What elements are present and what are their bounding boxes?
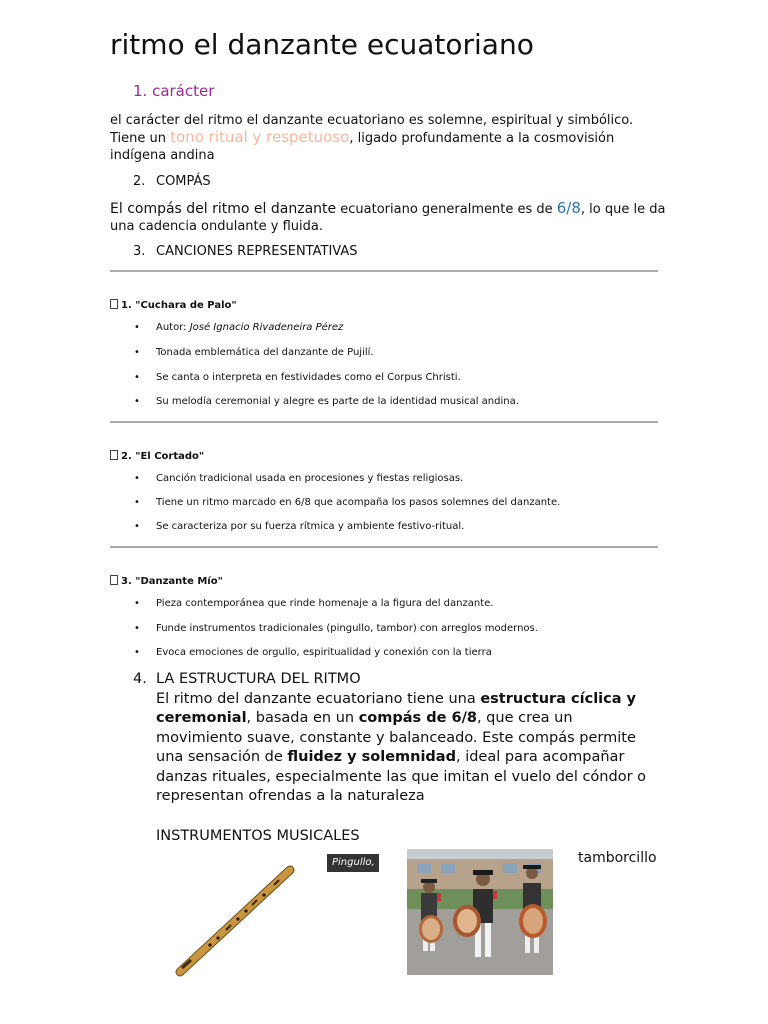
section-4-text: , ideal para acompañar danzas rituales, especialmente las que imitan el vuelo del cóndor o representan ofrendas a la naturaleza bbox=[156, 749, 647, 804]
section-1-paragraph bbox=[110, 112, 670, 164]
bullet-icon: • bbox=[134, 497, 140, 508]
section-4-number: 4. bbox=[133, 671, 147, 687]
song-title-text: 1. "Cuchara de Palo" bbox=[121, 300, 237, 311]
list-item bbox=[134, 322, 343, 333]
highlight-text: tono ritual y respetuoso bbox=[170, 128, 350, 146]
list-item-text: Pieza contemporánea que rinde homenaje a la figura del danzante. bbox=[156, 598, 494, 609]
bullet-icon: • bbox=[134, 647, 140, 658]
bullet-icon: • bbox=[134, 322, 140, 333]
list-item bbox=[134, 372, 461, 383]
list-item-text: Se caracteriza por su fuerza rítmica y ambiente festivo-ritual. bbox=[156, 521, 465, 532]
list-item bbox=[134, 521, 464, 532]
meter-value: 6/8 bbox=[556, 199, 581, 217]
section-4-text: El ritmo del danzante ecuatoriano tiene una bbox=[156, 690, 481, 707]
divider bbox=[110, 270, 658, 272]
section-1-text: el carácter del ritmo el danzante ecuatoriano es solemne, espiritual y simbólico. Tiene un bbox=[110, 113, 634, 146]
bullet-icon: • bbox=[134, 623, 140, 634]
section-1-heading: 1. carácter bbox=[133, 82, 215, 100]
divider bbox=[110, 421, 658, 423]
section-2-text-d: , lo que le da una cadencia ondulante y fluida. bbox=[110, 202, 666, 234]
section-3-heading: CANCIONES REPRESENTATIVAS bbox=[156, 244, 358, 259]
section-4-heading: LA ESTRUCTURA DEL RITMO bbox=[156, 671, 361, 687]
list-item bbox=[134, 623, 538, 634]
list-item bbox=[134, 497, 560, 508]
author-name: José Ignacio Rivadeneira Pérez bbox=[189, 322, 344, 333]
list-item-text: Canción tradicional usada en procesiones y fiestas religiosas. bbox=[156, 473, 464, 484]
author-label: Autor: bbox=[156, 322, 190, 333]
list-item-text: Tonada emblemática del danzante de Pujilí. bbox=[156, 347, 374, 358]
song-title bbox=[110, 450, 204, 462]
section-2-text-a: El bbox=[110, 201, 128, 217]
checkbox-icon bbox=[110, 299, 118, 309]
pingullo-flute-image bbox=[170, 860, 300, 980]
list-item bbox=[134, 347, 374, 358]
checkbox-icon bbox=[110, 575, 118, 585]
tamborcillo-label: tamborcillo bbox=[578, 850, 657, 866]
list-item bbox=[134, 598, 493, 609]
section-4-bold: fluidez y solemnidad bbox=[287, 749, 456, 765]
section-2-number: 2. bbox=[133, 174, 146, 189]
bullet-icon: • bbox=[134, 521, 140, 532]
section-4-text: , basada en un bbox=[246, 710, 359, 726]
bullet-icon: • bbox=[134, 598, 140, 609]
bullet-icon: • bbox=[134, 473, 140, 484]
section-2-text-b: compás del ritmo el danzante bbox=[127, 201, 337, 217]
section-2-heading: COMPÁS bbox=[156, 174, 211, 189]
section-3-number: 3. bbox=[133, 244, 146, 259]
section-2-paragraph bbox=[110, 200, 670, 235]
bullet-icon: • bbox=[134, 372, 140, 383]
list-item-text: Evoca emociones de orgullo, espiritualidad y conexión con la tierra bbox=[156, 647, 492, 658]
checkbox-icon bbox=[110, 450, 118, 460]
section-4 bbox=[133, 670, 663, 807]
song-title-text: 3. "Danzante Mío" bbox=[121, 576, 223, 587]
section-1-text-end: , ligado profundamente a la cosmovisión indígena andina bbox=[110, 131, 615, 163]
page-title: ritmo el danzante ecuatoriano bbox=[110, 28, 534, 61]
section-4-bold: compás de 6/8 bbox=[358, 710, 477, 726]
bullet-icon: • bbox=[134, 396, 140, 407]
list-item bbox=[134, 473, 463, 484]
bullet-icon: • bbox=[134, 347, 140, 358]
song-title bbox=[110, 299, 237, 311]
instruments-heading: INSTRUMENTOS MUSICALES bbox=[156, 828, 360, 844]
song-title-text: 2. "El Cortado" bbox=[121, 451, 205, 462]
list-item-text: Se canta o interpreta en festividades como el Corpus Christi. bbox=[156, 372, 461, 383]
section-4-body bbox=[156, 670, 663, 807]
divider bbox=[110, 546, 658, 548]
list-item-text: Funde instrumentos tradicionales (pingullo, tambor) con arreglos modernos. bbox=[156, 623, 538, 634]
dancers-drums-photo bbox=[407, 849, 553, 975]
list-item-text: Tiene un ritmo marcado en 6/8 que acompaña los pasos solemnes del danzante. bbox=[156, 497, 561, 508]
section-2-text-c: ecuatoriano generalmente es de bbox=[336, 202, 557, 217]
list-item bbox=[134, 396, 519, 407]
pingullo-caption: Pingullo, bbox=[327, 854, 379, 872]
section-4-bold: estructura cíclica y ceremonial bbox=[156, 690, 637, 726]
section-4-text: , que crea un movimiento suave, constante y balanceado. Este compás permite una sensación de bbox=[156, 710, 636, 765]
list-item-text: Su melodía ceremonial y alegre es parte de la identidad musical andina. bbox=[156, 396, 519, 407]
list-item bbox=[134, 647, 492, 658]
song-title bbox=[110, 575, 223, 587]
